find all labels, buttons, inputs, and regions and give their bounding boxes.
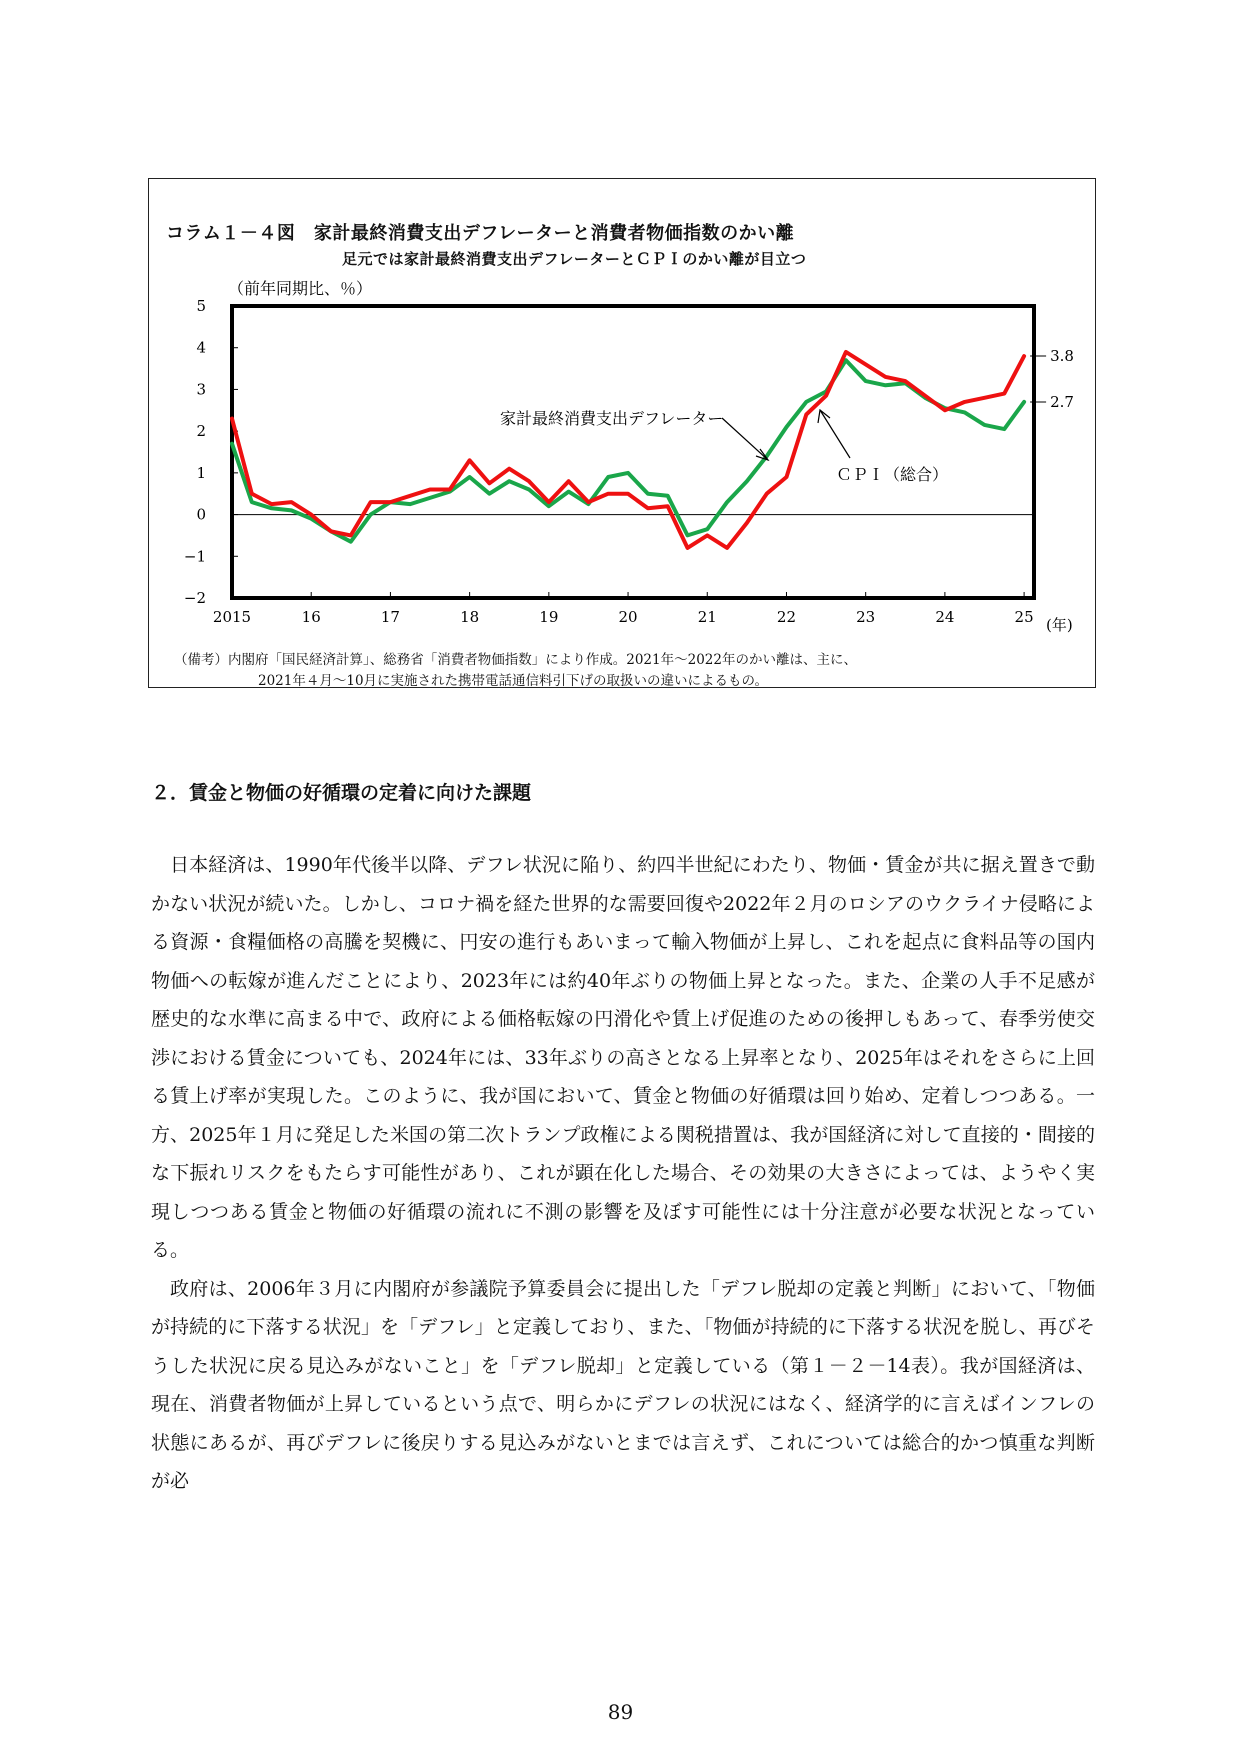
x-tick-label: 17 bbox=[380, 608, 400, 626]
y-tick-label: 2 bbox=[196, 422, 206, 441]
y-tick-label: 4 bbox=[196, 338, 206, 357]
y-tick-label: 3 bbox=[196, 380, 206, 399]
x-tick-label: 25 bbox=[1014, 608, 1034, 626]
figure-note-line-1: （備考）内閣府「国民経済計算」、総務省「消費者物価指数」により作成。2021年～2022年のかい離は、主に、 bbox=[174, 652, 857, 668]
x-tick-label: 19 bbox=[539, 608, 559, 626]
cpi-annotation-arrow bbox=[820, 410, 850, 458]
paragraph: 日本経済は、1990年代後半以降、デフレ状況に陥り、約四半世紀にわたり、物価・賃金が共に据え置きで動かない状況が続いた。しかし、コロナ禍を経た世界的な需要回復や2022年２月のロシアのウクライナ侵略による資源・食糧価格の高騰を契機に、円安の進行もあいまって輸入物価が上昇し、これを起点に食料品等の国内物価への転嫁が進んだことにより、2023年には約40年ぶりの物価上昇となった。また、企業の人手不足感が歴史的な水準に高まる中で、政府による価格転嫁の円滑化や賃上げ促進のための後押しもあって、春季労使交渉における賃金についても、2024年には、33年ぶりの高さとなる上昇率となり、2025年はそれをさらに上回る賃上げ率が実現した。このように、我が国において、賃金と物価の好循環は回り始め、定着しつつある。一方、2025年１月に発足した米国の第二次トランプ政権による関税措置は、我が国経済に対して直接的・間接的な下振れリスクをもたらす可能性があり、これが顕在化した場合、その効果の大きさによっては、ようやく実現しつつある賃金と物価の好循環の流れに不測の影響を及ぼす可能性には十分注意が必要な状況となっている。 bbox=[151, 854, 1095, 1261]
x-tick-label: 18 bbox=[460, 608, 480, 626]
cpi-series-line bbox=[232, 352, 1024, 548]
deflator-annotation: 家計最終消費支出デフレーター bbox=[500, 409, 724, 428]
deflator-annotation-arrow bbox=[722, 418, 768, 460]
x-tick-label: 20 bbox=[618, 608, 638, 626]
x-tick-label: 22 bbox=[776, 608, 797, 626]
x-tick-label: 24 bbox=[935, 608, 955, 626]
y-tick-label: 0 bbox=[196, 505, 206, 524]
y-tick-label: −1 bbox=[183, 547, 206, 566]
plot-frame bbox=[232, 306, 1034, 598]
y-axis-unit-label: （前年同期比、％） bbox=[228, 279, 373, 298]
line-chart bbox=[0, 0, 1241, 700]
figure-subtitle: 足元では家計最終消費支出デフレーターとＣＰＩのかい離が目立つ bbox=[342, 250, 807, 268]
cpi-annotation: ＣＰＩ（総合） bbox=[836, 465, 949, 484]
cpi-end-label: 3.8 bbox=[1050, 347, 1074, 366]
body-text bbox=[151, 846, 1095, 1501]
section-heading: ２．賃金と物価の好循環の定着に向けた課題 bbox=[151, 782, 532, 804]
figure-title: コラム１－４図 家計最終消費支出デフレーターと消費者物価指数のかい離 bbox=[166, 223, 795, 244]
page-number: 89 bbox=[607, 1700, 634, 1724]
figure-note-line-2: 2021年４月～10月に実施された携帯電話通信料引下げの取扱いの違いによるもの。 bbox=[258, 673, 768, 689]
x-tick-label: 21 bbox=[697, 608, 717, 626]
x-tick-label: 23 bbox=[856, 608, 876, 626]
deflator-end-label: 2.7 bbox=[1050, 392, 1074, 411]
x-tick-label: 16 bbox=[301, 608, 321, 626]
y-tick-label: 5 bbox=[196, 297, 206, 315]
y-tick-label: −2 bbox=[183, 589, 206, 607]
x-axis-unit-label: (年) bbox=[1046, 616, 1073, 634]
y-tick-label: 1 bbox=[196, 463, 206, 482]
x-tick-label: 2015 bbox=[212, 608, 252, 626]
paragraph: 政府は、2006年３月に内閣府が参議院予算委員会に提出した「デフレ脱却の定義と判断」において、「物価が持続的に下落する状況」を「デフレ」と定義しており、また、「物価が持続的に下落する状況を脱し、再びそうした状況に戻る見込みがないこと」を「デフレ脱却」と定義している（第１－２－14表）。我が国経済は、現在、消費者物価が上昇しているという点で、明らかにデフレの状況にはなく、経済学的に言えばインフレの状態にあるが、再びデフレに後戻りする見込みがないとまでは言えず、これについては総合的かつ慎重な判断が必 bbox=[151, 1277, 1095, 1492]
